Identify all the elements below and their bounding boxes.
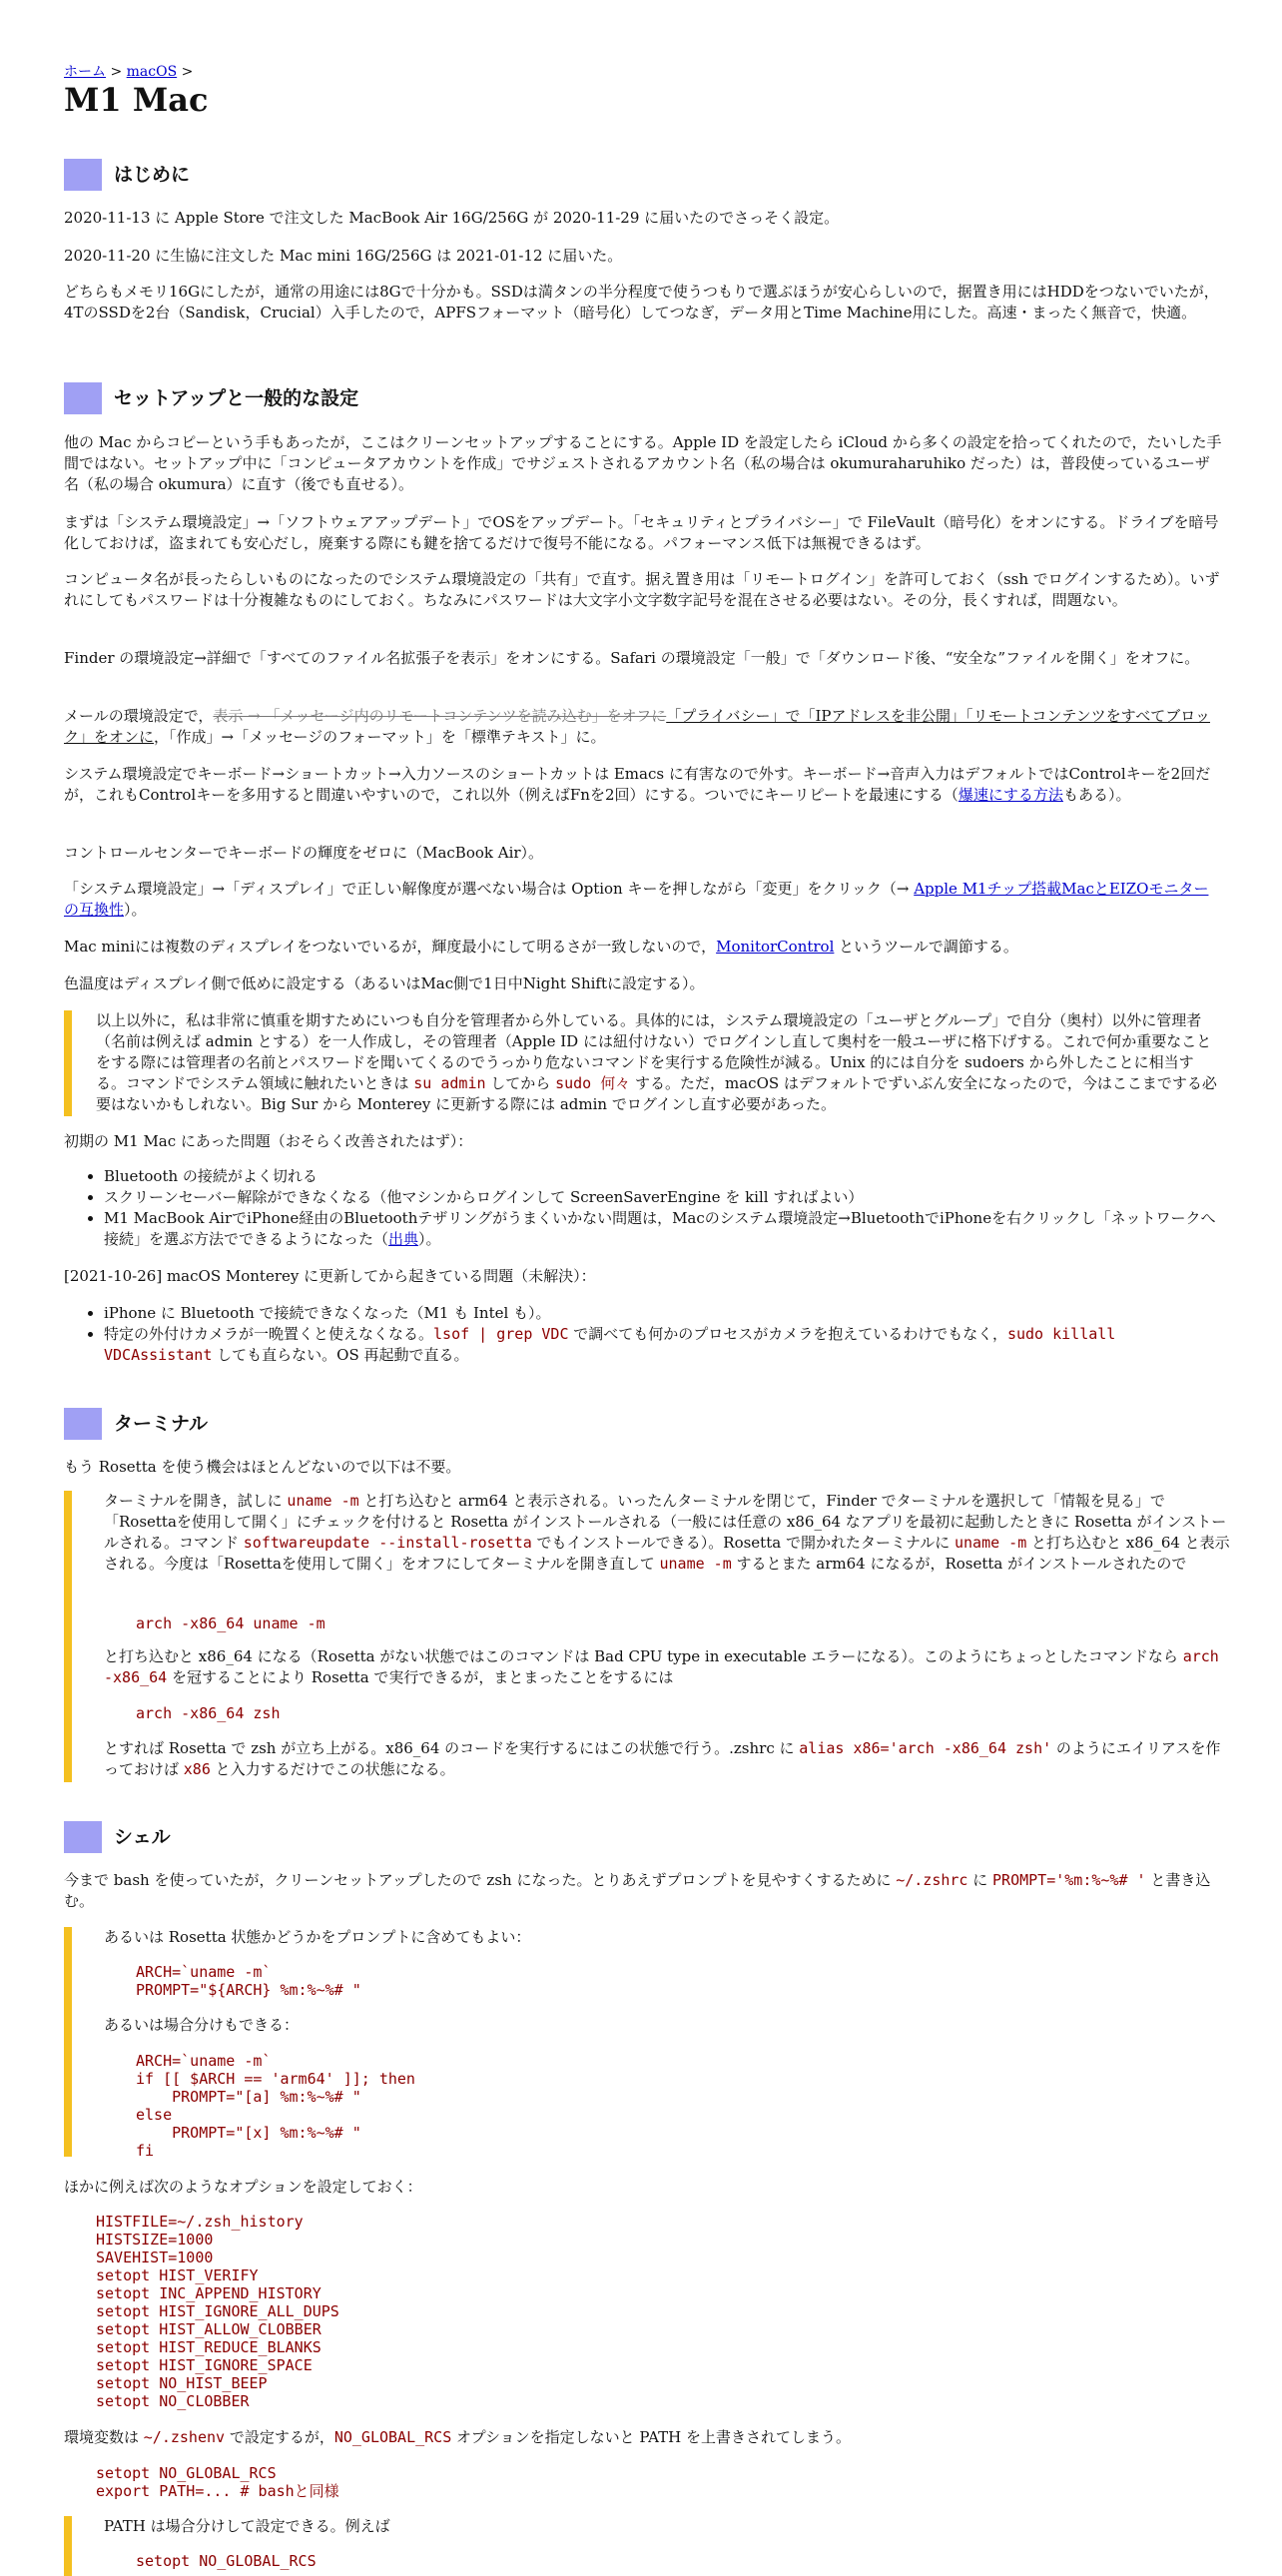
text: 特定の外付けカメラが一晩置くと使えなくなる。 [104,1325,434,1343]
code-block-env: setopt NO_GLOBAL_RCS export PATH=... # bashと同様 [96,2464,339,2500]
text: というツールで調節する。 [834,938,1018,956]
paragraph: 他の Mac からコピーという手もあったが，ここはクリーンセットアップすることにする。Apple ID を設定したら iCloud から多くの設定を拾ってくれたので，たいした手間ではない。セットアップ中に「コンピュータアカウントを作成」でサジェストされるアカウント名（私の場合は okumuraharuhiko だった）は，普段使っているユーザ名（私の場合 okumura）に直す（後でも直せる）。 [64,433,1222,493]
paragraph: どちらもメモリ16Gにしたが，通常の用途には8Gで十分かも。SSDは満タンの半分程度で使うつもりで選ぶほうが安心らしいので，据置き用にはHDDをつないでいたが，4TのSSDを2台（Sandisk，Crucial）入手したので，APFSフォーマット（暗号化）してつなぎ，データ用とTime Machine用にした。高速・まったく無音で，快適。 [64,283,1219,322]
text: もある）。 [1062,786,1131,804]
inline-code: uname -m [287,1492,359,1510]
monterey-list [64,1303,1222,1366]
code-block: setopt NO_GLOBAL_RCS [136,2552,317,2570]
paragraph: Finder の環境設定→詳細で「すべてのファイル名拡張子を表示」をオンにする。Safari の環境設定「一般」で「ダウンロード後、“安全な”ファイルを開く」をオフに。 [64,649,1200,667]
breadcrumb-separator: > [177,64,194,80]
paragraph-display [64,879,1222,921]
monterey-label: [2021-10-26] macOS Monterey に更新してから起きている問題（未解決）： [64,1267,596,1285]
list-item [104,1324,1222,1366]
code-block: arch -x86_64 uname -m [136,1614,325,1632]
list-item [104,1208,1222,1250]
page-title: M1 Mac [64,81,209,119]
text: とすれば Rosetta で zsh が立ち上がる。x86_64 のコードを実行するにはこの状態で行う。.zshrc に [104,1739,800,1757]
paragraph: ほかに例えば次のようなオプションを設定しておく： [64,2178,422,2196]
inline-code: sudo 何々 [555,1074,631,1092]
paragraph: 色温度はディスプレイ側で低めに設定する（あるいはMac側で1日中Night Shiftに設定する）。 [64,974,705,992]
inline-code: x86 [183,1760,211,1778]
text: で設定するが， [225,2428,334,2446]
note-text [96,1010,1222,1115]
text: と打ち込むと x86_64 になる（Rosetta がない状態ではこのコマンドは Bad CPU type in executable エラーになる）。このようにちょっとしたコマンドなら [104,1647,1183,1665]
text: 今まで bash を使っていたが，クリーンセットアップしたので zsh になった。とりあえずプロンプトを見やすくするために [64,1871,897,1889]
breadcrumb-separator: > [106,64,127,80]
struck-text: 表示 → 「メッセージ内のリモートコンテンツを読み込む」をオフに [213,707,667,725]
issues-list [64,1166,1222,1250]
text: してから [485,1074,556,1092]
inline-code: uname -m [954,1534,1027,1552]
note-text: PATH は場合分けして設定できる。例えば [104,2517,390,2535]
section-title: はじめに [114,163,191,186]
issues-label: 初期の M1 Mac にあった問題（おそらく改善されたはず）： [64,1132,473,1150]
text: ）。 [418,1230,441,1248]
inline-code: su admin [413,1074,486,1092]
text: メールの環境設定で， [64,707,214,725]
paragraph: コントロールセンターでキーボードの輝度をゼロに（MacBook Air）。 [64,844,544,862]
text: しても直らない。OS 再起動で直る。 [212,1346,469,1364]
text: ターミナルを開き，試しに [104,1492,288,1510]
section-title: ターミナル [114,1412,209,1435]
text: を冠することにより Rosetta で実行できるが，まとまったことをするには [167,1668,674,1686]
note-path [64,2516,1222,2576]
section-marker [64,159,102,191]
paragraph-monitor [64,937,1222,958]
note-admin [64,1010,1222,1116]
paragraph: まずは「システム環境設定」→「ソフトウェアアップデート」でOSをアップデート。「セキュリティとプライバシー」で FileVault（暗号化）をオンにする。ドライブを暗号化しておけば，盗まれても安心だし，廃棄する際にも鍵を捨てるだけで復号不能になる。パフォーマンス低下は無視できるはず。 [64,513,1219,552]
note-rosetta [64,1491,1230,1782]
text: オプションを指定しないと PATH を上書きされてしまう。 [451,2428,852,2446]
note-text: あるいは場合分けもできる： [104,2016,300,2034]
text: するとまた arm64 になるが，Rosetta がインストールされたので [731,1555,1187,1573]
text: Mac miniには複数のディスプレイをつないでいるが，輝度最小にして明るさが一致しないので， [64,938,717,956]
section-marker [64,1408,102,1440]
section-marker [64,1821,102,1853]
key-repeat-link[interactable]: 爆速にする方法 [958,786,1063,804]
text: と入力するだけでこの状態になる。 [210,1760,455,1778]
inline-code: uname -m [659,1555,732,1573]
text: 「システム環境設定」→「ディスプレイ」で正しい解像度が選べない場合は Option キーを押しながら「変更」をクリック（→ [64,880,915,898]
section-title: シェル [114,1825,171,1848]
text: に [967,1871,993,1889]
monitorcontrol-link[interactable]: MonitorControl [716,938,835,956]
text: と打ち込むと arm64 と表示される。いったんターミナルを閉じて，Finder でターミナルを選択して「情報を見る」で「Rosettaを使用して開く」にチェックを付けると Rosetta がインストールされる（一般には任意の x86_64 なアプリを最初に起動したときに Rosetta がインストールされる。コマンド [104,1492,1227,1552]
breadcrumb-macos-link[interactable]: macOS [126,64,178,80]
inline-code: lsof | grep VDC [433,1325,569,1343]
note-prompt [64,1927,1222,2160]
source-link[interactable]: 出典 [388,1230,419,1248]
list-item: • iPhone に Bluetooth で接続できなくなった（M1 も Intel も）。 [104,1303,1222,1324]
section-heading-shell [64,1821,171,1853]
section-heading-setup [64,382,358,414]
section-title: セットアップと一般的な設定 [114,386,359,409]
note-text: あるいは Rosetta 状態かどうかをプロンプトに含めてもよい： [104,1928,531,1946]
text: と打ち込むと x86_64 と表示される。今度は「Rosettaを使用して開く」をオフにしてターミナルを開き直して [104,1534,1230,1573]
list-item: • Bluetooth の接続がよく切れる [104,1166,1222,1187]
text: 環境変数は [64,2428,144,2446]
inline-code: alias x86='arch -x86_64 zsh' [799,1739,1052,1757]
breadcrumb-home-link[interactable]: ホーム [64,64,106,80]
list-item: • スクリーンセーバー解除ができなくなる（他マシンからログインして ScreenSaverEngine を kill すればよい） [104,1187,1222,1208]
paragraph-keyboard [64,764,1222,806]
code-block: ARCH=`uname -m` if [[ $ARCH == 'arm64' ]]; then PROMPT="[a] %m:%~%# " else PROMPT="[x] %m:%~%# " fi [136,2052,415,2160]
section-marker [64,382,102,414]
text: で調べても何かのプロセスがカメラを抱えているわけでもなく， [568,1325,1007,1343]
paragraph-mail [64,706,1222,748]
text: のようにエイリアスを作っておけば [104,1739,1221,1778]
inline-code: sudo killall VDCAssistant [104,1325,1116,1364]
text: M1 MacBook AirでiPhone経由のBluetoothテザリングがうまくいかない問題は，Macのシステム環境設定→BluetoothでiPhoneを右クリックし「ネットワークへ接続」を選ぶ方法でできるようになった（ [104,1209,1216,1248]
code-block: ARCH=`uname -m` PROMPT="${ARCH} %m:%~%# " [136,1963,361,1999]
inline-code: arch -x86_64 [104,1647,1219,1686]
paragraph: 2020-11-13 に Apple Store で注文した MacBook Air 16G/256G が 2020-11-29 に届いたのでさっそく設定。 [64,209,840,227]
section-heading-intro [64,159,190,191]
paragraph: コンピュータ名が長ったらしいものになったのでシステム環境設定の「共有」で直す。据え置き用は「リモートログイン」を許可しておく（ssh でログインするため）。いずれにしてもパスワードは十分複雑なものにしておく。ちなみにパスワードは大文字小文字数字記号を混在させる必要はない。その分，長くすれば，問題ない。 [64,570,1220,609]
inline-code: ~/.zshrc [896,1871,968,1889]
paragraph [64,2427,1222,2448]
inline-code: NO_GLOBAL_RCS [333,2428,452,2446]
text: 以上以外に，私は非常に慎重を期すためにいつも自分を管理者から外している。具体的には，システム環境設定の「ユーザとグループ」で自分（奥村）以外に管理者（名前は例えば admin とする）を一人作成し，その管理者（Apple ID には紐付けない）でログインし直して奥村を一般ユーザに格下げする。これで何か重要なことをする際には管理者の名前とパスワードを聞いてくるのでうっかり危ないコマンドを実行する危険性が減る。Unix 的には自分を sudoers から外したことに相当する。コマンドでシステム領域に触れたいときは [96,1011,1212,1092]
note-text [104,1738,1230,1780]
code-block-options: HISTFILE=~/.zsh_history HISTSIZE=1000 SAVEHIST=1000 setopt HIST_VERIFY setopt INC_APPEND_HISTORY setopt HIST_IGNORE_ALL_DUPS setopt HIST_ALLOW_CLOBBER setopt HIST_REDUCE_BLANKS setopt HIST_IGNORE_SPACE setopt NO_HIST_BEEP setopt NO_CLOBBER [96,2213,339,2410]
note-text [104,1646,1230,1688]
text: でもインストールできる）。Rosetta で開かれたターミナルに [531,1534,955,1552]
paragraph [64,1870,1222,1912]
code-block: arch -x86_64 zsh [136,1704,281,1722]
text: システム環境設定でキーボード→ショートカット→入力ソースのショートカットは Emacs に有害なので外す。キーボード→音声入力はデフォルトではControlキーを2回だが，これもControlキーを多用すると間違いやすいので，これ以外（例えばFnを2回）にする。ついでにキーリピートを最速にする（ [64,765,1211,804]
inline-code: PROMPT='%m:%~%# ' [992,1871,1146,1889]
text: ）。 [124,901,147,919]
paragraph: 2020-11-20 に生協に注文した Mac mini 16G/256G は 2021-01-12 に届いた。 [64,247,623,265]
inline-code: ~/.zshenv [143,2428,226,2446]
note-text [104,1491,1230,1575]
inline-code: softwareupdate --install-rosetta [243,1534,532,1552]
eizo-compat-link[interactable]: Apple M1チップ搭載MacとEIZOモニターの互換性 [64,880,1209,919]
underlined-text: 「プライバシー」で「IPアドレスを非公開」「リモートコンテンツをすべてブロック」をオンに [64,707,1210,746]
text: する。ただ，macOS はデフォルトでずいぶん安全になったので，今はここまでする必要はないかもしれない。Big Sur から Monterey に更新する際には admin でログインし直す必要があった。 [96,1074,1217,1113]
section-heading-terminal [64,1408,208,1440]
text: と書き込む。 [64,1871,1211,1910]
paragraph: もう Rosetta を使う機会はほとんどないので以下は不要。 [64,1458,461,1476]
text: ，「作成」→「メッセージのフォーマット」を「標準テキスト」に。 [154,728,606,746]
